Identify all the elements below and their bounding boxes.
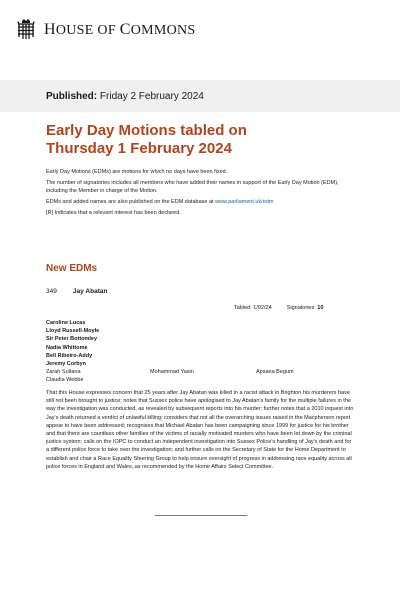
sponsor-name: Bell Ribeiro-Addy [46, 352, 93, 359]
intro-text [46, 168, 356, 220]
supporter-name: Mohammad Yasin [150, 369, 194, 375]
motion-text: That this House expresses concern that 25 years after Jay Abatan was killed in a racist attack in Brighton his murderers have still not been brought to justice; notes that Sussex police have apologised to Jay Abatan's family for the multiple failures in the way the investigation was conducted, as revealed by subsequent reports into his murder; further notes that a 2010 inquest into Jay's death returned a verdict of unlawful killing; considers that not all the overarching issues raised in the Macpherson report appear to have been addressed; recognises that Michael Abatan has been campaigning since 1999 for justice for his brother and that there are countless other families of the victims of racially motivated murders who have been let down by the criminal justice system; calls on the IOPC to conduct an independent investigation into Sussex Police's handling of Jay's death and for a different police force to take over the investigation; and further calls on the Secretary of State for the Home Department to establish and chair a Race Equality Steering Group to help ensure oversight of progress in addressing race equality across all police forces in England and Wales, as recommended by the Home Affairs Select Committee. [46, 390, 354, 470]
intro-paragraph-2: The number of signatories includes all members who have added their names in support of the Early Day Motion (EDM), including the Member in charge of the Motion. [46, 180, 339, 194]
supporter-name: Claudia Webbe [46, 377, 84, 384]
page-title [46, 122, 366, 158]
sponsor-name: Caroline Lucas [46, 320, 86, 326]
signatories-count: 10 [317, 305, 324, 311]
title-line-2: Thursday 1 February 2024 [46, 140, 232, 157]
supporter-name: Zarah Sultana [46, 369, 81, 375]
tabled-label: Tabled: [234, 305, 252, 311]
edm-database-link[interactable]: www.parliament.uk/edm [215, 199, 274, 205]
portcullis-logo-icon [16, 18, 36, 42]
house-name: HOUSE OF COMMONS [44, 21, 196, 38]
sponsor-name: Nadia Whittome [46, 344, 88, 351]
intro-paragraph-1: Early Day Motions (EDMs) are motions for which no days have been fixed. [46, 169, 228, 175]
intro-paragraph-3: EDMs and added names are also published on the EDM database at www.parliament.uk/edm [46, 199, 274, 205]
intro-paragraph-4: [R] Indicates that a relevant interest has been declared. [46, 210, 181, 216]
sponsor-name: Sir Peter Bottomley [46, 336, 98, 343]
page-header [16, 10, 196, 50]
published-label: Published: [46, 90, 98, 102]
edm-heading [46, 288, 107, 295]
edm-meta [234, 305, 323, 311]
sponsor-list [46, 319, 99, 368]
edm-number: 349 [46, 288, 57, 295]
edm-name: Jay Abatan [73, 288, 108, 295]
published-band [0, 80, 400, 112]
published-date: Friday 2 February 2024 [99, 90, 204, 102]
supporter-name: Apsana Begum [256, 369, 294, 375]
section-title: New EDMs [46, 263, 98, 274]
supporter-list [46, 368, 346, 384]
title-line-1: Early Day Motions tabled on [46, 122, 247, 139]
sponsor-name: Lloyd Russell-Moyle [46, 328, 100, 335]
divider [155, 515, 247, 516]
tabled-date: 1/02/24 [253, 305, 272, 311]
signatories-label: Signatories: [286, 305, 316, 311]
sponsor-name: Jeremy Corbyn [46, 361, 87, 368]
